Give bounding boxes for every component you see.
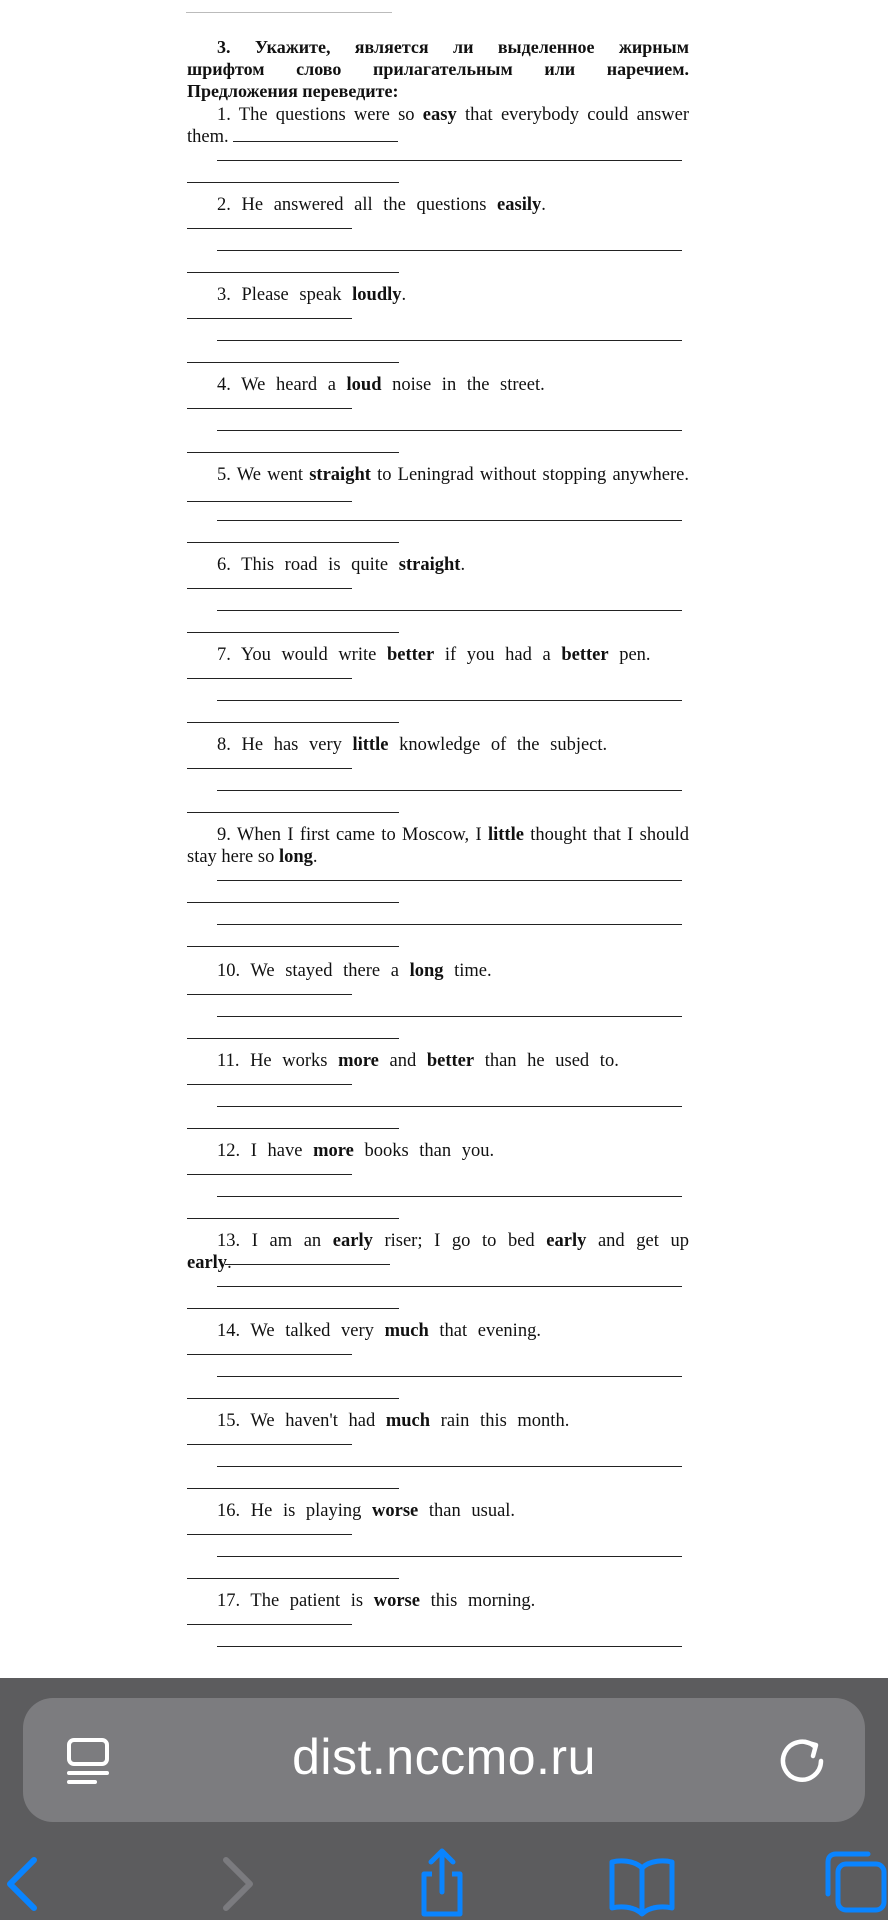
sentence [187, 374, 689, 396]
answer-line[interactable] [187, 542, 399, 543]
highlighted-word: easy [422, 105, 457, 125]
sentence [187, 1050, 689, 1072]
sentence-text: 8. He has very [217, 735, 353, 755]
exercise-item [187, 554, 689, 576]
sentence-text: rain this month. [430, 1411, 570, 1431]
answer-line[interactable] [187, 1218, 399, 1219]
sentence-text: . [227, 1253, 232, 1273]
highlighted-word: little [487, 825, 524, 845]
page-top-rule [186, 12, 392, 13]
answer-line[interactable] [187, 588, 352, 589]
sentence [187, 1320, 689, 1342]
sentence-text: books than you. [353, 1141, 495, 1161]
sentence-text: 9. When I first came to Moscow, I [217, 825, 488, 845]
sentence-text: and [378, 1051, 427, 1071]
highlighted-word: worse [372, 1501, 419, 1521]
sentence-text: that evening. [428, 1321, 541, 1341]
heading-line-1: 3. Укажите, является ли выделенное жирным [217, 37, 689, 57]
highlighted-word: easily [497, 195, 542, 215]
highlighted-word: long [278, 847, 313, 867]
sentence-text: 14. We talked very [217, 1321, 385, 1341]
answer-line[interactable] [187, 1128, 399, 1129]
heading-line-2: шрифтом слово прилагательным или наречием. [187, 59, 689, 79]
highlighted-word: better [426, 1051, 475, 1071]
answer-line[interactable] [217, 1646, 682, 1647]
highlighted-word: long [409, 961, 444, 981]
highlighted-word: early [546, 1231, 587, 1251]
sentence [187, 554, 689, 576]
answer-line[interactable] [187, 182, 399, 183]
sentence [187, 824, 689, 868]
answer-line[interactable] [187, 318, 352, 319]
answer-line[interactable] [187, 1534, 352, 1535]
sentence-text: to Leningrad without stopping anywhere. [370, 465, 689, 485]
answer-line[interactable] [187, 946, 399, 947]
answer-line[interactable] [187, 994, 352, 995]
answer-blank[interactable] [187, 487, 352, 502]
highlighted-word: early [187, 1253, 228, 1273]
sentence-text: 12. I have [217, 1141, 314, 1161]
sentence-text: . [401, 285, 407, 305]
answer-line[interactable] [187, 1398, 399, 1399]
answer-blank[interactable] [233, 127, 398, 142]
sentence-text: knowledge of the subject. [388, 735, 608, 755]
answer-line[interactable] [217, 610, 682, 611]
sentence-text: 15. We haven't had [217, 1411, 386, 1431]
sentence-text: 16. He is playing [217, 1501, 373, 1521]
sentence-text: 3. Please speak [217, 285, 353, 305]
answer-line[interactable] [187, 1578, 399, 1579]
sentence-text: 10. We stayed there a [217, 961, 410, 981]
exercise-item [187, 1050, 689, 1072]
sentence-text: . [541, 195, 546, 215]
exercise-item [187, 644, 689, 666]
answer-line[interactable] [187, 362, 399, 363]
answer-line[interactable] [217, 1196, 682, 1197]
answer-line[interactable] [217, 1106, 682, 1107]
sentence-text: that everybody could answer them. [187, 105, 689, 147]
highlighted-word: better [561, 645, 609, 665]
share-icon[interactable] [406, 1846, 478, 1918]
exercise-item [187, 960, 689, 982]
answer-line[interactable] [217, 1286, 682, 1287]
sentence-text: 7. You would write [217, 645, 387, 665]
tabs-icon[interactable] [818, 1846, 888, 1918]
sentence-text: pen. [608, 645, 651, 665]
exercise-item [187, 1590, 689, 1612]
highlighted-word: better [386, 645, 435, 665]
sentence-text: riser; I go to bed [372, 1231, 547, 1251]
answer-line[interactable] [187, 1174, 352, 1175]
sentence-text: noise in the street. [381, 375, 545, 395]
exercise-item [187, 824, 689, 868]
exercise-item [187, 464, 689, 508]
exercise-heading [187, 36, 689, 102]
answer-line[interactable] [217, 1466, 682, 1467]
sentence [187, 284, 689, 306]
answer-line[interactable] [217, 520, 682, 521]
sentence [187, 644, 689, 666]
exercise-item [187, 1320, 689, 1342]
answer-line[interactable] [187, 1444, 352, 1445]
sentence-text: time. [443, 961, 492, 981]
sentence-text: 1. The questions were so [217, 105, 423, 125]
sentence [187, 734, 689, 756]
forward-icon[interactable] [204, 1846, 276, 1918]
exercise-item [187, 1410, 689, 1432]
answer-line[interactable] [217, 430, 682, 431]
answer-line[interactable] [187, 1488, 399, 1489]
browser-toolbar [0, 1678, 888, 1920]
sentence-text: . [312, 847, 318, 867]
exercise-item [187, 734, 689, 756]
answer-line[interactable] [187, 632, 399, 633]
sentence-text: 4. We heard a [217, 375, 347, 395]
address-text[interactable]: dist.nccmo.ru [292, 1729, 596, 1785]
exercise-item [187, 194, 689, 216]
exercise-item [187, 284, 689, 306]
sentence-text: this morning. [419, 1591, 536, 1611]
answer-line[interactable] [217, 1556, 682, 1557]
highlighted-word: more [338, 1051, 379, 1071]
sentence [187, 194, 689, 216]
sentence [187, 1500, 689, 1522]
answer-line[interactable] [187, 452, 399, 453]
sentence-text: . [460, 555, 466, 575]
sentence [187, 1590, 689, 1612]
answer-line[interactable] [217, 880, 682, 881]
highlighted-word: more [313, 1141, 354, 1161]
sentence-text: 17. The patient is [217, 1591, 374, 1611]
answer-line[interactable] [187, 228, 352, 229]
sentence [187, 1140, 689, 1162]
highlighted-word: straight [398, 555, 461, 575]
sentence-text: 6. This road is quite [217, 555, 399, 575]
answer-line[interactable] [187, 272, 399, 273]
answer-line[interactable] [187, 768, 352, 769]
highlighted-word: worse [373, 1591, 420, 1611]
sentence-text: 11. He works [217, 1051, 339, 1071]
answer-line[interactable] [187, 408, 352, 409]
answer-line[interactable] [187, 1624, 352, 1625]
exercise-item [187, 104, 689, 148]
sentence-text: if you had a [434, 645, 562, 665]
sentence-text: 2. He answered all the questions [217, 195, 498, 215]
answer-line[interactable] [187, 902, 399, 903]
answer-line[interactable] [217, 160, 682, 161]
back-icon[interactable] [0, 1846, 66, 1918]
highlighted-word: much [385, 1411, 431, 1431]
sentence-text: and get up [586, 1231, 689, 1251]
sentence [187, 960, 689, 982]
sentence [187, 464, 689, 508]
answer-line[interactable] [217, 340, 682, 341]
answer-line[interactable] [187, 1308, 399, 1309]
answer-line[interactable] [187, 1038, 399, 1039]
exercise-item [187, 1140, 689, 1162]
heading-line-3: Предложения переведите: [187, 81, 399, 101]
answer-line[interactable] [217, 1016, 682, 1017]
answer-line[interactable] [217, 250, 682, 251]
highlighted-word: early [332, 1231, 373, 1251]
sentence-text: than he used to. [474, 1051, 619, 1071]
answer-line[interactable] [187, 1084, 352, 1085]
highlighted-word: straight [309, 465, 371, 485]
address-bar[interactable] [23, 1698, 865, 1822]
sentence [187, 1230, 689, 1274]
answer-line[interactable] [187, 812, 399, 813]
reload-icon[interactable] [775, 1734, 829, 1788]
answer-line[interactable] [217, 700, 682, 701]
highlighted-word: loud [346, 375, 382, 395]
highlighted-word: little [352, 735, 389, 755]
sentence-text: 13. I am an [217, 1231, 333, 1251]
answer-line[interactable] [187, 722, 399, 723]
bookmarks-icon[interactable] [606, 1846, 678, 1918]
highlighted-word: loudly [352, 285, 402, 305]
sentence-text: thought that I should stay here so [187, 825, 689, 867]
answer-line[interactable] [187, 1354, 352, 1355]
sentence [187, 1410, 689, 1432]
answer-line[interactable] [217, 924, 682, 925]
exercise-item [187, 1230, 689, 1274]
answer-line[interactable] [225, 1264, 390, 1265]
highlighted-word: much [384, 1321, 429, 1341]
sentence-text: than usual. [418, 1501, 516, 1521]
sentence-text: 5. We went [217, 465, 310, 485]
exercise-item [187, 374, 689, 396]
answer-line[interactable] [217, 790, 682, 791]
sentence [187, 104, 689, 148]
exercise-item [187, 1500, 689, 1522]
answer-line[interactable] [217, 1376, 682, 1377]
answer-line[interactable] [187, 678, 352, 679]
